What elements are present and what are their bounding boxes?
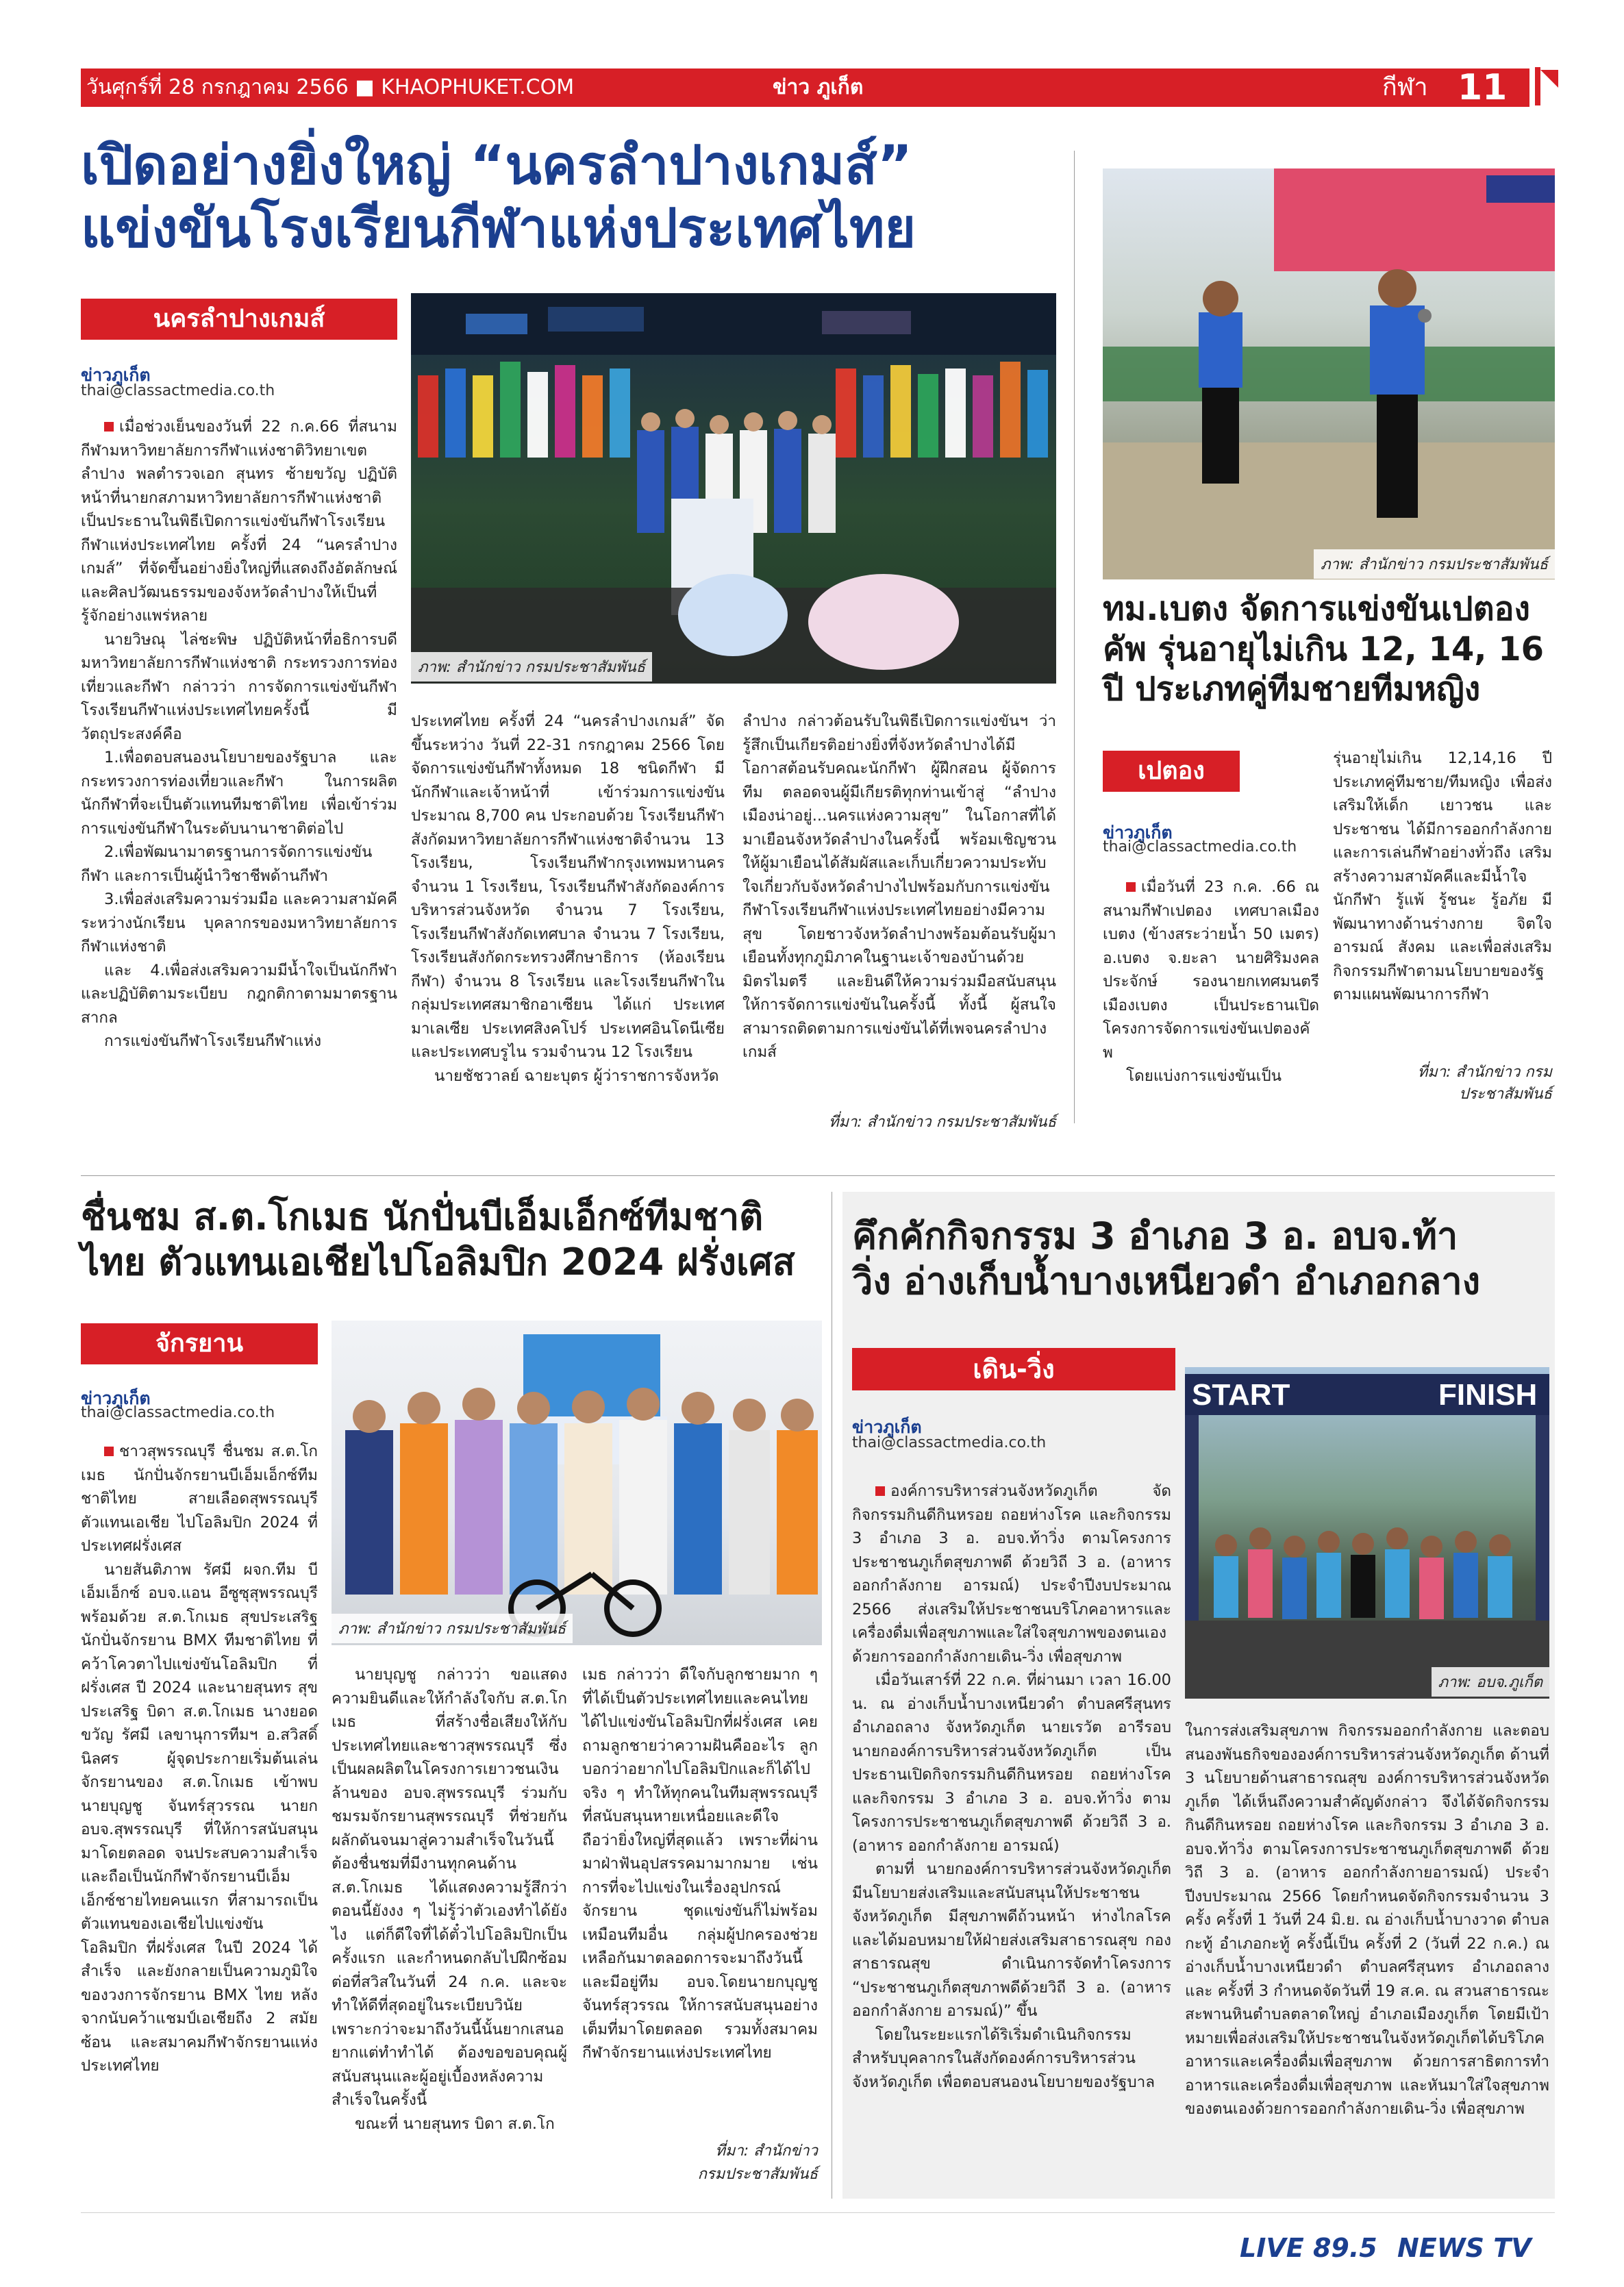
paragraph bbox=[1103, 875, 1319, 1064]
paragraph: ลำปาง กล่าวต้อนรับในพิธีเปิดการแข่งขันฯ ว่า รู้สึกเป็นเกียรติอย่างยิ่งที่จังหวัดลำปางได้มีโอกาสต้อนรับคณะนักกีฬา ผู้ฝึกสอน ผู้จัดการทีม ตลอดจนผู้มีเกียรติทุกท่านเข้าสู่ “ลำปางเมืองน่าอยู่...นครแห่งความสุข” ในโอกาสที่ได้มาเยือนจังหวัดลำปางในครั้งนี้ พร้อมเชิญชวนให้ผู้มาเยือนได้สัมผัสและเก็บเกี่ยวความประทับใจเกี่ยวกับจังหวัดลำปางไปพร้อมกับการแข่งขันกีฬาโรงเรียนกีฬาแห่งประเทศไทยอย่างมีความสุข โดยชาวจังหวัดลำปางพร้อมต้อนรับผู้มาเยือนทั้งทุกภูมิภาคในฐานะเจ้าของบ้านด้วยมิตรไมตรี และยินดีให้ความร่วมมือสนับสนุนให้การจัดการแข่งขันในครั้งนี้ ทั้งนี้ ผู้สนใจสามารถติดตามการแข่งขันได้ที่เพจนครลำปางเกมส์ bbox=[742, 712, 1056, 1061]
article1-byline: ข่าวภูเก็ต bbox=[81, 365, 151, 385]
article4-headline-line2: วิ่ง อ่างเก็บน้ำบางเหนียวดำ อำเภอกลาง bbox=[852, 1259, 1481, 1303]
paragraph bbox=[81, 1440, 318, 1558]
article4-headline bbox=[852, 1214, 1544, 1304]
paragraph: 1.เพื่อตอบสนองนโยบายของรัฐบาล และกระทรวงการท่องเที่ยวและกีฬา ในการผลิตนักกีฬาที่จะเป็นตัวแทนทีมชาติไทย เพื่อเข้าร่วมการแข่งขันกีฬาในระดับนานาชาติต่อไป bbox=[81, 749, 397, 838]
article3-tag: จักรยาน bbox=[81, 1323, 318, 1364]
article1-headline-line1: เปิดอย่างยิ่งใหญ่ “นครลำปางเกมส์” bbox=[81, 135, 912, 197]
article4-col2 bbox=[1185, 1719, 1549, 2121]
article3-col3 bbox=[582, 1663, 818, 2065]
article2-byline: ข่าวภูเก็ต bbox=[1103, 823, 1173, 842]
article1-col2 bbox=[411, 710, 725, 1088]
paragraph: เมื่อวันเสาร์ที่ 22 ก.ค. ที่ผ่านมา เวลา 16.00 น. ณ อ่างเก็บน้ำบางเหนียวดำ ตำบลศรีสุนทร อำเภอถลาง จังหวัดภูเก็ต นายเรวัต อารีรอบ นายกองค์การบริหารส่วนจังหวัดภูเก็ต เป็นประธานเปิดกิจกรรมกินดีกินหรอย ถอยห่างโรค และกิจกรรม 3 อำเภอ 3 อ. อบจ.ท้าวิ่ง ตามโครงการประชาชนภูเก็ตสุขภาพดี ด้วยวิถี 3 อ. (อาหาร ออกกำลังกาย อารมณ์) bbox=[852, 1671, 1171, 1855]
run-event-image bbox=[1185, 1367, 1549, 1699]
section-divider bbox=[81, 1175, 1555, 1176]
section-name: กีฬา bbox=[1382, 73, 1428, 101]
article1-credit: ที่มา: สำนักข่าว กรมประชาสัมพันธ์ bbox=[828, 1114, 1056, 1131]
paragraph: โดยแบ่งการแข่งขันเป็น bbox=[1126, 1067, 1282, 1085]
article3-photo bbox=[332, 1321, 822, 1645]
article1-col1 bbox=[81, 415, 397, 1053]
bmx-team-image bbox=[332, 1321, 822, 1645]
paragraph: นายบุญชู กล่าวว่า ขอแสดงความยินดีและให้กำลังใจกับ ส.ต.โกเมธ ที่สร้างชื่อเสียงให้กับประเทศไทยและชาวสุพรรณบุรี ซึ่งเป็นผลผลิตในโครงการเยาวชนเงินล้านของ อบจ.สุพรรณบุรี ร่วมกับชมรมจักรยานสุพรรณบุรี ที่ช่วยกันผลักดันจนมาสู่ความสำเร็จในวันนี้ ต้องชื่นชมที่มีงานทุกคนด้าน ส.ต.โกเมธ ได้แสดงความรู้สึกว่าตอนนี้ยังงง ๆ ไม่รู้ว่าตัวเองทำได้ยังไง แต่ก็ดีใจที่ได้ตั๋วไปโอลิมปิกเป็นครั้งแรก และกำหนดกลับไปฝึกซ้อมต่อที่สวิสในวันที่ 24 ก.ค. และจะทำให้ดีที่สุดอยู่ในระเบียบวินัย เพราะกว่าจะมาถึงวันนี้นั้นยากเสนอยากแต่ทำทำได้ ต้องขอขอบคุณผู้สนับสนุนและผู้อยู่เบื้องหลังความสำเร็จในครั้งนี้ bbox=[332, 1666, 567, 2109]
paragraph: นายชัชวาลย์ ฉายะบุตร ผู้ว่าราชการจังหวัด bbox=[434, 1066, 719, 1085]
finish-banner-text: FINISH bbox=[1438, 1378, 1538, 1412]
article4-headline-line1: คึกคักกิจกรรม 3 อำเภอ 3 อ. อบจ.ท้า bbox=[852, 1214, 1458, 1258]
article3-headline bbox=[81, 1195, 821, 1285]
article3-byline: ข่าวภูเก็ต bbox=[81, 1388, 151, 1408]
article3-col2 bbox=[332, 1663, 567, 2136]
column-divider bbox=[1074, 151, 1075, 1123]
paragraph: นายวิษณุ ไล่ชะพิษ ปฏิบัติหน้าที่อธิการบดีมหาวิทยาลัยการกีฬาแห่งชาติ กระทรวงการท่องเที่ยวและกีฬา กล่าวว่า การจัดการแข่งขันกีฬาโรงเรียนกีฬาแห่งประเทศไทยครั้งนี้ มีวัตถุประสงค์คือ bbox=[81, 630, 397, 743]
paragraph: และ 4.เพื่อส่งเสริมความมีน้ำใจเป็นนักกีฬาและปฏิบัติตามระเบียบ กฎกติกาตามมาตรฐานสากล bbox=[81, 961, 397, 1027]
article1-photo bbox=[411, 293, 1056, 684]
header-bar bbox=[81, 68, 1529, 107]
article2-headline bbox=[1103, 589, 1555, 710]
para-text: องค์การบริหารส่วนจังหวัดภูเก็ต จัดกิจกรรมกินดีกินหรอย ถอยห่างโรค และกิจกรรม 3 อำเภอ 3 อ. อบจ.ท้าวิ่ง ตามโครงการประชาชนภูเก็ตสุขภาพดี ด้วยวิถี 3 อ. (อาหาร ออกกำลังกาย อารมณ์) ประจำปีงบประมาณ 2566 ส่งเสริมให้ประชาชนบริโภคอาหารและเครื่องดื่มเพื่อสุขภาพและใส่ใจสุขภาพของตนเองด้วยการออกกำลังกายเดิน-วิ่ง เพื่อสุขภาพ bbox=[852, 1482, 1171, 1666]
article2-credit: ที่มา: สำนักข่าว กรมประชาสัมพันธ์ bbox=[1417, 1064, 1552, 1103]
bullet-icon bbox=[104, 422, 114, 432]
petanque-image bbox=[1103, 168, 1555, 579]
article3-photo-caption: ภาพ: สำนักข่าว กรมประชาสัมพันธ์ bbox=[332, 1614, 573, 1643]
ceremony-image bbox=[411, 293, 1056, 684]
paragraph: นายสันติภาพ รัศมี ผจก.ทีม บีเอ็มเอ็กซ์ อบจ.แอน อีซูซุสุพรรณบุรี พร้อมด้วย ส.ต.โกเมธ สุขประเสริฐ นักปั่นจักรยาน BMX ทีมชาติไทย ที่คว้าโควตาไปแข่งขันโอลิมปิก ที่ฝรั่งเศส ปี 2024 และนายสุนทร สุขประเสริฐ บิดา ส.ต.โกเมธ นางยอดขวัญ รัศมี เลขานุการทีมฯ อ.สวิสดิ์ นิลศร ผู้จุดประกายเริ่มต้นเล่นจักรยานของ ส.ต.โกเมธ เข้าพบ นายบุญชู จันทร์สุวรรณ นายก อบจ.สุพรรณบุรี ที่ให้การสนับสนุนมาโดยตลอด จนประสบความสำเร็จและถือเป็นนักกีฬาจักรยานบีเอ็มเอ็กซ์ชายไทยคนแรก ที่สามารถเป็นตัวแทนของเอเชียไปแข่งขันโอลิมปิก ที่ฝรั่งเศส ในปี 2024 ได้สำเร็จ และยังกลายเป็นความภูมิใจของวงการจักรยาน BMX ไทย หลังจากนับคว้าแชมป์เอเชียถึง 2 สมัยซ้อน และสมาคมกีฬาจักรยานแห่งประเทศไทย bbox=[81, 1560, 318, 2075]
paragraph: ขณะที่ นายสุนทร บิดา ส.ต.โก bbox=[355, 2114, 555, 2133]
article4-byline: ข่าวภูเก็ต bbox=[852, 1417, 922, 1437]
article2-email: thai@classactmedia.co.th bbox=[1103, 838, 1297, 855]
masthead-logo: ข่าว ภูเก็ต bbox=[773, 75, 864, 99]
article2-col2 bbox=[1333, 747, 1552, 1007]
paragraph: การแข่งขันกีฬาโรงเรียนกีฬาแห่ง bbox=[104, 1032, 322, 1050]
news-tv-logo: NEWS TV bbox=[1397, 2233, 1532, 2263]
article2-headline-line1: ทม.เบตง จัดการแข่งขันเปตอง bbox=[1103, 590, 1530, 628]
article4-photo bbox=[1185, 1367, 1549, 1699]
footer-divider bbox=[81, 2212, 1555, 2213]
article4-col1 bbox=[852, 1479, 1171, 2094]
live-radio-logo: LIVE 89.5 bbox=[1240, 2233, 1377, 2263]
article3-col1 bbox=[81, 1440, 318, 2078]
article1-email: thai@classactmedia.co.th bbox=[81, 382, 275, 399]
article4-tag: เดิน-วิ่ง bbox=[852, 1348, 1175, 1390]
article2-headline-line2: คัพ รุ่นอายุไม่เกิน 12, 14, 16 bbox=[1103, 629, 1545, 668]
bullet-icon bbox=[104, 1447, 114, 1456]
para-text: เมื่อช่วงเย็นของวันที่ 22 ก.ค.66 ที่สนามกีฬามหาวิทยาลัยการกีฬาแห่งชาติวิทยาเขตลำปาง พลตำรวจเอก สุนทร ซ้ายขวัญ ปฏิบัติหน้าที่นายกสภามหาวิทยาลัยการกีฬาแห่งชาติ เป็นประธานในพิธีเปิดการแข่งขันกีฬาโรงเรียนกีฬาแห่งประเทศไทย ครั้งที่ 24 “นครลำปางเกมส์” ที่จัดขึ้นอย่างยิ่งใหญ่ที่แสดงถึงอัตลักษณ์และศิลปวัฒนธรรมของจังหวัดลำปางให้เป็นที่รู้จักอย่างแพร่หลาย bbox=[81, 418, 397, 625]
article2-headline-line3: ปี ประเภทคู่ทีมชายทีมหญิง bbox=[1103, 670, 1481, 709]
article3-headline-line1: ชื่นชม ส.ต.โกเมธ นักปั่นบีเอ็มเอ็กซ์ทีมชาติ bbox=[81, 1195, 764, 1238]
paragraph bbox=[852, 1479, 1171, 1669]
para-text: เมื่อวันที่ 23 ก.ค. .66 ณ สนามกีฬาเปตอง เทศบาลเมืองเบตง (ข้างสระว่ายน้ำ 50 เมตร) อ.เบตง จ.ยะลา นายศิริมงคลประจักษ์ รองนายกเทศมนตรีเมืองเบตง เป็นประธานเปิดโครงการจัดการแข่งขันเปตองคัพ bbox=[1103, 878, 1319, 1062]
page-number: 11 bbox=[1458, 67, 1508, 108]
article3-credit bbox=[582, 2140, 818, 2186]
bullet-icon bbox=[1126, 882, 1136, 892]
article1-col3 bbox=[742, 710, 1056, 1064]
paragraph: 2.เพื่อพัฒนามาตรฐานการจัดการแข่งขันกีฬา และการเป็นผู้นำวิชาชีพด้านกีฬา bbox=[81, 843, 373, 885]
article2-photo-caption: ภาพ: สำนักข่าว กรมประชาสัมพันธ์ bbox=[1314, 549, 1555, 579]
article2-col1 bbox=[1103, 875, 1319, 1088]
paragraph: โดยในระยะแรกได้ริเริ่มดำเนินกิจกรรมสำหรับบุคลากรในสังกัดองค์การบริหารส่วนจังหวัดภูเก็ต เพื่อตอบสนองนโยบายของรัฐบาล bbox=[852, 2025, 1155, 2091]
paragraph: ในการส่งเสริมสุขภาพ กิจกรรมออกกำลังกาย และตอบสนองพันธกิจขององค์การบริหารส่วนจังหวัดภูเก็ต ด้านที่ 3 นโยบายด้านสาธารณสุข องค์การบริหารส่วนจังหวัดภูเก็ต ได้เห็นถึงความสำคัญดังกล่าว จึงได้จัดกิจกรรมกินดีกินหรอย ถอยห่างโรค และกิจกรรม 3 อำเภอ 3 อ. อบจ.ท้าวิ่ง ตามโครงการประชาชนภูเก็ตสุขภาพดี ด้วยวิถี 3 อ. (อาหาร ออกกำลังกายอารมณ์) ประจำปีงบประมาณ 2566 โดยกำหนดจัดกิจกรรมจำนวน 3 ครั้ง ครั้งที่ 1 วันที่ 24 มิ.ย. ณ อ่างเก็บน้ำบางวาด ตำบลกะทู้ อำเภอกะทู้ ครั้งนี้เป็น ครั้งที่ 2 (วันที่ 22 ก.ค.) ณ อ่างเก็บน้ำบางเหนียวดำ ตำบลศรีสุนทร อำเภอถลาง และ ครั้งที่ 3 กำหนดจัดวันที่ 19 ส.ค. ณ สวนสาธารณะสะพานหินตำบลตลาดใหญ่ อำเภอเมืองภูเก็ต โดยมีเป้าหมายเพื่อส่งเสริมให้ประชาชนในจังหวัดภูเก็ตได้บริโภคอาหารและเครื่องดื่มเพื่อสุขภาพ ด้วยการสาธิตการทำอาหารและเครื่องดื่มเพื่อสุขภาพ และหันมาใส่ใจสุขภาพของตนเองด้วยการออกกำลังกายเดิน-วิ่ง เพื่อสุขภาพ bbox=[1185, 1722, 1549, 2118]
credit-line: ที่มา: สำนักข่าว bbox=[715, 2142, 818, 2160]
start-banner-text: START bbox=[1192, 1378, 1290, 1412]
bullet-icon bbox=[875, 1486, 885, 1496]
article1-headline bbox=[81, 134, 1081, 260]
article1-photo-caption: ภาพ: สำนักข่าว กรมประชาสัมพันธ์ bbox=[411, 652, 652, 682]
date-site: วันศุกร์ที่ 28 กรกฎาคม 2566 ■ KHAOPHUKET.COM bbox=[86, 75, 575, 99]
paragraph: เมธ กล่าวว่า ดีใจกับลูกชายมาก ๆ ที่ได้เป็นตัวประเทศไทยและคนไทยได้ไปแข่งขันโอลิมปิกที่ฝรั่งเศส เคยถามลูกชายว่าความฝันคืออะไร ลูกบอกว่าอยากไปโอลิมปิกและก็ได้ไปจริง ๆ ทำให้ทุกคนในทีมสุพรรณบุรีที่สนับสนุนหายเหนื่อยและดีใจ ถือว่ายิ่งใหญ่ที่สุดแล้ว เพราะที่ผ่านมาฝ่าฟันอุปสรรคมามากมาย เช่น การที่จะไปแข่งในเรื่องอุปกรณ์จักรยาน ชุดแข่งขันก็ไม่พร้อมเหมือนทีมอื่น กลุ่มผู้ปกครองช่วยเหลือกันมาตลอดการจะมาถึงวันนี้ และมีอยู่ทีม อบจ.โดยนายกบุญชู จันทร์สุวรรณ ให้การสนับสนุนอย่างเต็มที่มาโดยตลอด รวมทั้งสมาคมกีฬาจักรยานแห่งประเทศไทย bbox=[582, 1666, 818, 2062]
article3-headline-line2: ไทย ตัวแทนเอเชียไปโอลิมปิก 2024 ฝรั่งเศส bbox=[81, 1240, 795, 1284]
paragraph: 3.เพื่อส่งเสริมความร่วมมือ และความสามัคคี ระหว่างนักเรียน บุคลากรของมหาวิทยาลัยการกีฬาแห่งชาติ bbox=[81, 890, 397, 955]
article3-email: thai@classactmedia.co.th bbox=[81, 1404, 275, 1421]
article2-tag: เปตอง bbox=[1103, 751, 1240, 792]
paragraph bbox=[81, 415, 397, 628]
article1-tag: นครลำปางเกมส์ bbox=[81, 299, 397, 340]
paragraph: ตามที่ นายกองค์การบริหารส่วนจังหวัดภูเก็ต มีนโยบายส่งเสริมและสนับสนุนให้ประชาชนจังหวัดภูเก็ต มีสุขภาพดีถ้วนหน้า ห่างไกลโรค และได้มอบหมายให้ฝ่ายส่งเสริมสาธารณสุข กองสาธารณสุข ดำเนินการจัดทำโครงการ “ประชาชนภูเก็ตสุขภาพดีด้วยวิถี 3 อ. (อาหาร ออกกำลังกาย อารมณ์)” ขึ้น bbox=[852, 1860, 1171, 2020]
paragraph: รุ่นอายุไม่เกิน 12,14,16 ปี ประเภทคู่ทีมชาย/ทีมหญิง เพื่อส่งเสริมให้เด็ก เยาวชน และประชาชน ได้มีการออกกำลังกายและการเล่นกีฬาอย่างทั่วถึง เสริมสร้างความสามัคคีและมีน้ำใจนักกีฬา รู้แพ้ รู้ชนะ รู้อภัย มีพัฒนาทางด้านร่างกาย จิตใจ อารมณ์ สังคม และเพื่อส่งเสริมกิจกรรมกีฬาตามนโยบายของรัฐตามแผนพัฒนาการกีฬา bbox=[1333, 749, 1552, 1003]
para-text: ชาวสุพรรณบุรี ชื่นชม ส.ต.โกเมธ นักปั่นจักรยานบีเอ็มเอ็กซ์ทีมชาติไทย สายเลือดสุพรรณบุรี ตัวแทนเอเชีย ไปโอลิมปิก 2024 ที่ประเทศฝรั่งเศส bbox=[81, 1442, 318, 1555]
corner-logo-icon bbox=[1531, 64, 1560, 107]
article2-photo bbox=[1103, 168, 1555, 579]
article4-photo-caption: ภาพ: อบจ.ภูเก็ต bbox=[1432, 1667, 1549, 1697]
credit-line: กรมประชาสัมพันธ์ bbox=[697, 2166, 818, 2183]
article1-headline-line2: แข่งขันโรงเรียนกีฬาแห่งประเทศไทย bbox=[81, 198, 916, 260]
paragraph: ประเทศไทย ครั้งที่ 24 “นครลำปางเกมส์” จัดขึ้นระหว่าง วันที่ 22-31 กรกฎาคม 2566 โดยจัดการแข่งขันกีฬาทั้งหมด 18 ชนิดกีฬา มีนักกีฬาและเจ้าหน้าที่ เข้าร่วมการแข่งขันประมาณ 8,700 คน ประกอบด้วย โรงเรียนกีฬาสังกัดมหาวิทยาลัยการกีฬาแห่งชาติจำนวน 13 โรงเรียน, โรงเรียนกีฬากรุงเทพมหานคร จำนวน 1 โรงเรียน, โรงเรียนกีฬาสังกัดองค์การบริหารส่วนจังหวัด จำนวน 7 โรงเรียน, โรงเรียนกีฬาสังกัดเทศบาล จำนวน 7 โรงเรียน, โรงเรียนสังกัดกระทรวงศึกษาธิการ (ห้องเรียนกีฬา) จำนวน 8 โรงเรียน และโรงเรียนกีฬาในกลุ่มประเทศสมาชิกอาเซียน ได้แก่ ประเทศมาเลเซีย ประเทศสิงคโปร์ ประเทศอินโดนีเซีย และประเทศบรูไน รวมจำนวน 12 โรงเรียน bbox=[411, 712, 725, 1061]
article4-email: thai@classactmedia.co.th bbox=[852, 1434, 1047, 1451]
